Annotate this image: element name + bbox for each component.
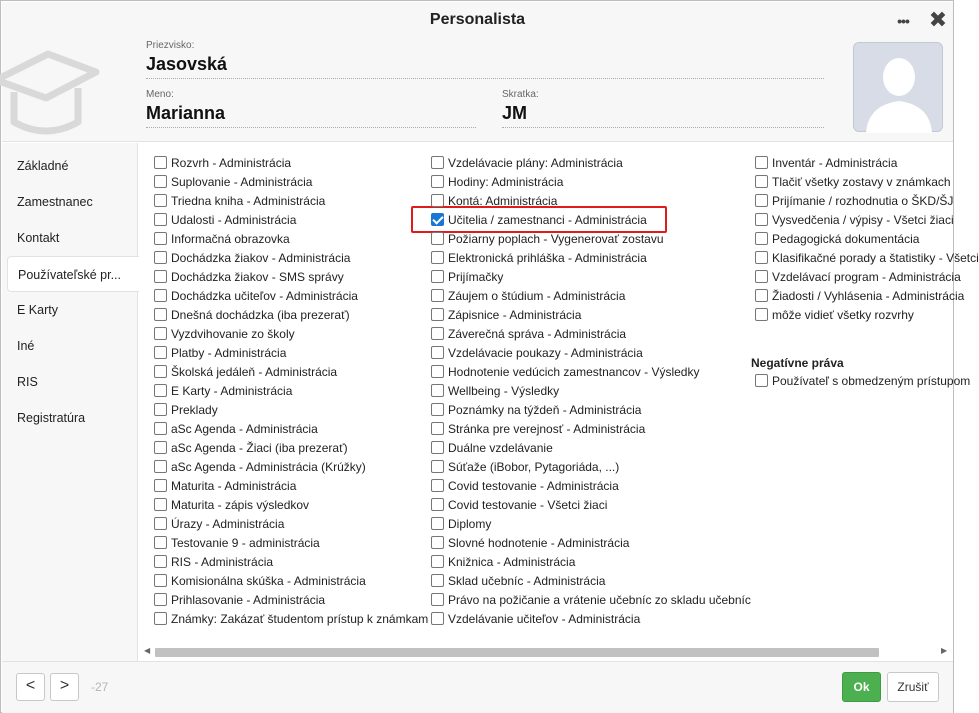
permission-checkbox[interactable] — [431, 498, 444, 511]
sidebar-item[interactable]: Zamestnanec — [17, 195, 93, 209]
permission-checkbox[interactable] — [431, 422, 444, 435]
permission-row[interactable] — [431, 457, 619, 476]
permission-row[interactable] — [154, 305, 350, 324]
permission-label: Kontá: Administrácia — [448, 193, 558, 208]
permission-label: Vzdelávací program - Administrácia — [772, 269, 961, 284]
permission-row[interactable] — [154, 533, 320, 552]
close-icon[interactable]: ✖ — [928, 7, 948, 32]
scrollbar-thumb[interactable] — [155, 648, 879, 657]
permission-label: Zápisnice - Administrácia — [448, 307, 582, 322]
permission-label: môže vidieť všetky rozvrhy — [772, 307, 914, 322]
permission-row[interactable] — [154, 362, 337, 381]
permission-label: Pedagogická dokumentácia — [772, 231, 920, 246]
permission-checkbox[interactable] — [431, 403, 444, 416]
permission-checkbox[interactable] — [431, 213, 444, 226]
permission-checkbox[interactable] — [755, 270, 768, 283]
permission-checkbox[interactable] — [755, 232, 768, 245]
permission-checkbox[interactable] — [154, 346, 167, 359]
permission-checkbox[interactable] — [431, 555, 444, 568]
user-silhouette-icon — [854, 43, 944, 133]
permission-label: Stránka pre verejnosť - Administrácia — [448, 421, 646, 436]
permission-label: Poznámky na týždeň - Administrácia — [448, 402, 642, 417]
permission-label: aSc Agenda - Administrácia — [171, 421, 318, 436]
permission-label: Informačná obrazovka — [171, 231, 290, 246]
permission-row[interactable] — [154, 153, 291, 172]
permission-label: Používateľ s obmedzeným prístupom — [772, 373, 971, 388]
permission-row[interactable] — [431, 229, 664, 248]
surname-value: Jasovská — [146, 54, 824, 79]
cancel-button[interactable]: Zrušiť — [887, 672, 939, 702]
name-field[interactable] — [146, 89, 476, 128]
permission-row[interactable] — [431, 571, 605, 590]
permission-label: Záverečná správa - Administrácia — [448, 326, 627, 341]
person-header — [2, 38, 953, 142]
permission-label: Slovné hodnotenie - Administrácia — [448, 535, 630, 550]
permission-row[interactable] — [431, 267, 503, 286]
dialog-title: Personalista — [429, 11, 526, 28]
permission-checkbox[interactable] — [431, 308, 444, 321]
permission-checkbox[interactable] — [154, 289, 167, 302]
permission-checkbox[interactable] — [431, 156, 444, 169]
permission-label: aSc Agenda - Administrácia (Krúžky) — [171, 459, 366, 474]
permission-label: Tlačiť všetky zostavy v známkach — [772, 174, 951, 189]
permission-checkbox[interactable] — [154, 308, 167, 321]
permission-row[interactable] — [755, 305, 914, 324]
more-options-icon[interactable]: ••• — [897, 13, 909, 29]
permission-checkbox[interactable] — [431, 441, 444, 454]
abbreviation-field[interactable] — [502, 89, 824, 128]
permission-row[interactable] — [154, 400, 218, 419]
permission-row[interactable] — [154, 552, 273, 571]
permission-row[interactable] — [755, 229, 919, 248]
next-button[interactable]: > — [50, 673, 79, 701]
permission-checkbox[interactable] — [154, 270, 167, 283]
permission-label: Komisionálna skúška - Administrácia — [171, 573, 366, 588]
permission-checkbox[interactable] — [154, 517, 167, 530]
permission-row[interactable] — [431, 324, 626, 343]
surname-label: Priezvisko: — [146, 40, 195, 51]
permission-label: Sklad učebníc - Administrácia — [448, 573, 606, 588]
permission-checkbox[interactable] — [154, 403, 167, 416]
permission-checkbox[interactable] — [431, 536, 444, 549]
permission-row[interactable] — [431, 305, 581, 324]
permission-checkbox[interactable] — [154, 194, 167, 207]
permission-checkbox[interactable] — [431, 593, 444, 606]
sidebar-item[interactable]: E Karty — [17, 303, 58, 317]
permission-checkbox[interactable] — [154, 612, 167, 625]
permission-checkbox[interactable] — [154, 365, 167, 378]
permission-row[interactable] — [154, 514, 284, 533]
permission-label: Prijímačky — [448, 269, 504, 284]
permission-row[interactable] — [154, 419, 318, 438]
surname-field[interactable] — [146, 40, 824, 79]
permission-checkbox[interactable] — [755, 156, 768, 169]
title-bar — [2, 2, 953, 38]
permission-row[interactable] — [431, 362, 699, 381]
permission-label: Záujem o štúdium - Administrácia — [448, 288, 626, 303]
permission-checkbox[interactable] — [154, 251, 167, 264]
permission-row[interactable] — [154, 381, 292, 400]
permission-label: Maturita - zápis výsledkov — [171, 497, 310, 512]
permission-label: Učitelia / zamestnanci - Administrácia — [448, 212, 647, 227]
permission-label: Rozvrh - Administrácia — [171, 155, 292, 170]
permission-row[interactable] — [431, 172, 563, 191]
permission-checkbox[interactable] — [431, 175, 444, 188]
permission-checkbox[interactable] — [154, 498, 167, 511]
sidebar-item[interactable]: Registratúra — [17, 411, 86, 425]
permission-label: Covid testovanie - Všetci žiaci — [448, 497, 608, 512]
permission-row[interactable] — [154, 343, 286, 362]
permission-checkbox[interactable] — [431, 232, 444, 245]
permission-row[interactable] — [154, 495, 309, 514]
permission-label: Triedna kniha - Administrácia — [171, 193, 326, 208]
permission-row[interactable] — [755, 248, 979, 267]
permission-row[interactable] — [431, 514, 491, 533]
permission-row[interactable] — [154, 229, 290, 248]
permission-label: E Karty - Administrácia — [171, 383, 293, 398]
permission-checkbox[interactable] — [755, 251, 768, 264]
permission-checkbox[interactable] — [431, 270, 444, 283]
permission-checkbox[interactable] — [154, 441, 167, 454]
permission-label: Inventár - Administrácia — [772, 155, 898, 170]
permission-checkbox[interactable] — [154, 479, 167, 492]
permission-label: Covid testovanie - Administrácia — [448, 478, 619, 493]
permission-label: Vzdelávanie učiteľov - Administrácia — [448, 611, 641, 626]
permission-label: Preklady — [171, 402, 218, 417]
permission-label: Dochádzka učiteľov - Administrácia — [171, 288, 358, 303]
permission-row[interactable] — [431, 476, 619, 495]
permission-label: Hodiny: Administrácia — [448, 174, 564, 189]
permission-checkbox[interactable] — [755, 175, 768, 188]
permission-row[interactable] — [154, 590, 325, 609]
permission-label: Dnešná dochádzka (iba prezerať) — [171, 307, 350, 322]
permission-label: Wellbeing - Výsledky — [448, 383, 560, 398]
permission-row[interactable] — [431, 248, 647, 267]
permission-row[interactable] — [431, 590, 751, 609]
permission-checkbox[interactable] — [431, 365, 444, 378]
permission-row[interactable] — [431, 381, 559, 400]
permission-row[interactable] — [755, 286, 964, 305]
permission-row[interactable] — [154, 457, 366, 476]
abbreviation-label: Skratka: — [502, 89, 539, 100]
permission-label: Dochádzka žiakov - Administrácia — [171, 250, 351, 265]
permission-checkbox[interactable] — [431, 327, 444, 340]
permission-label: Školská jedáleň - Administrácia — [171, 364, 338, 379]
permission-label: Prijímanie / rozhodnutia o ŠKD/ŠJ — [772, 193, 954, 208]
permission-label: Úrazy - Administrácia — [171, 516, 285, 531]
permission-row[interactable] — [431, 438, 553, 457]
permission-checkbox[interactable] — [154, 555, 167, 568]
permission-row[interactable] — [431, 210, 647, 229]
permission-checkbox[interactable] — [431, 289, 444, 302]
permission-checkbox[interactable] — [431, 612, 444, 625]
permission-row[interactable] — [431, 419, 645, 438]
permission-checkbox[interactable] — [755, 289, 768, 302]
permission-row[interactable] — [431, 286, 625, 305]
permission-label: Vysvedčenia / výpisy - Všetci žiaci — [772, 212, 954, 227]
permission-label: Udalosti - Administrácia — [171, 212, 297, 227]
permission-label: RIS - Administrácia — [171, 554, 274, 569]
permission-row[interactable] — [755, 191, 953, 210]
permission-row[interactable] — [154, 267, 344, 286]
permission-row[interactable] — [431, 609, 640, 628]
permission-row[interactable] — [154, 191, 325, 210]
permissions-panel — [139, 143, 979, 661]
permission-row[interactable] — [755, 371, 970, 390]
permission-checkbox[interactable] — [755, 194, 768, 207]
permission-checkbox[interactable] — [431, 479, 444, 492]
permission-label: Testovanie 9 - administrácia — [171, 535, 320, 550]
permission-label: Elektronická prihláška - Administrácia — [448, 250, 647, 265]
permission-label: Žiadosti / Vyhlásenia - Administrácia — [772, 288, 965, 303]
permission-row[interactable] — [154, 571, 366, 590]
prev-button[interactable]: < — [16, 673, 45, 701]
scroll-right-icon[interactable]: ▶ — [941, 646, 948, 655]
permission-row[interactable] — [431, 153, 623, 172]
name-label: Meno: — [146, 89, 174, 100]
permission-row[interactable] — [431, 495, 607, 514]
permission-label: Dochádzka žiakov - SMS správy — [171, 269, 344, 284]
permission-checkbox[interactable] — [431, 517, 444, 530]
permission-row[interactable] — [154, 172, 312, 191]
permission-checkbox[interactable] — [154, 213, 167, 226]
permission-label: Vzdelávacie plány: Administrácia — [448, 155, 623, 170]
permission-checkbox[interactable] — [431, 574, 444, 587]
permission-row[interactable] — [154, 324, 295, 343]
permission-row[interactable] — [755, 210, 954, 229]
permission-row[interactable] — [755, 267, 961, 286]
permission-checkbox[interactable] — [431, 346, 444, 359]
permission-label: Právo na požičanie a vrátenie učebníc zo skladu učebníc — [448, 592, 751, 607]
permission-checkbox[interactable] — [154, 536, 167, 549]
sidebar — [2, 143, 138, 661]
permission-checkbox[interactable] — [431, 194, 444, 207]
permission-checkbox[interactable] — [154, 593, 167, 606]
permission-label: Knižnica - Administrácia — [448, 554, 576, 569]
permission-label: aSc Agenda - Žiaci (iba prezerať) — [171, 440, 348, 455]
permission-row[interactable] — [431, 343, 643, 362]
permission-label: Požiarny poplach - Vygenerovať zostavu — [448, 231, 664, 246]
scroll-left-icon[interactable]: ◀ — [144, 646, 151, 655]
permission-label: Maturita - Administrácia — [171, 478, 297, 493]
permission-checkbox[interactable] — [154, 327, 167, 340]
permission-checkbox[interactable] — [755, 374, 768, 387]
ok-button[interactable]: Ok — [842, 672, 881, 702]
permission-label: Známky: Zakázať študentom prístup k známkam — [171, 611, 429, 626]
sidebar-item[interactable]: Kontakt — [17, 231, 60, 245]
permission-row[interactable] — [154, 438, 348, 457]
sidebar-item[interactable]: RIS — [17, 375, 38, 389]
permission-checkbox[interactable] — [755, 308, 768, 321]
permission-checkbox[interactable] — [154, 156, 167, 169]
permission-row[interactable] — [431, 400, 641, 419]
permission-row[interactable] — [431, 533, 629, 552]
graduation-cap-icon — [0, 40, 102, 140]
permission-label: Suplovanie - Administrácia — [171, 174, 313, 189]
sidebar-item[interactable]: Základné — [17, 159, 69, 173]
permission-checkbox[interactable] — [755, 213, 768, 226]
abbreviation-value: JM — [502, 103, 824, 128]
footer — [2, 661, 953, 713]
permission-label: Vzdelávacie poukazy - Administrácia — [448, 345, 643, 360]
permission-checkbox[interactable] — [154, 422, 167, 435]
permission-row[interactable] — [755, 172, 951, 191]
sidebar-item[interactable]: Iné — [17, 339, 35, 353]
permission-checkbox[interactable] — [154, 574, 167, 587]
name-value: Marianna — [146, 103, 476, 128]
permission-label: Hodnotenie vedúcich zamestnancov - Výsledky — [448, 364, 700, 379]
permission-checkbox[interactable] — [154, 384, 167, 397]
permission-row[interactable] — [154, 286, 358, 305]
permission-row[interactable] — [154, 210, 296, 229]
permission-row[interactable] — [154, 609, 428, 628]
avatar[interactable] — [853, 42, 943, 132]
permission-row[interactable] — [755, 153, 897, 172]
permission-row[interactable] — [154, 248, 350, 267]
record-counter: -27 — [91, 680, 109, 694]
permission-label: Prihlasovanie - Administrácia — [171, 592, 326, 607]
permission-checkbox[interactable] — [154, 460, 167, 473]
permission-row[interactable] — [431, 191, 557, 210]
permission-label: Vyzdvihovanie zo školy — [171, 326, 295, 341]
permission-checkbox[interactable] — [431, 460, 444, 473]
permission-label: Duálne vzdelávanie — [448, 440, 553, 455]
permission-checkbox[interactable] — [154, 175, 167, 188]
permission-label: Platby - Administrácia — [171, 345, 287, 360]
permission-label: Súťaže (iBobor, Pytagoriáda, ...) — [448, 459, 620, 474]
permission-row[interactable] — [431, 552, 575, 571]
permission-checkbox[interactable] — [431, 384, 444, 397]
horizontal-scrollbar[interactable] — [141, 645, 951, 659]
permission-checkbox[interactable] — [431, 251, 444, 264]
permission-row[interactable] — [154, 476, 296, 495]
permission-label: Klasifikačné porady a štatistiky - Všetci — [772, 250, 979, 265]
sidebar-item[interactable]: Používateľské pr... — [7, 256, 144, 292]
permission-checkbox[interactable] — [154, 232, 167, 245]
negative-rights-title: Negatívne práva — [751, 356, 844, 370]
permission-label: Diplomy — [448, 516, 492, 531]
